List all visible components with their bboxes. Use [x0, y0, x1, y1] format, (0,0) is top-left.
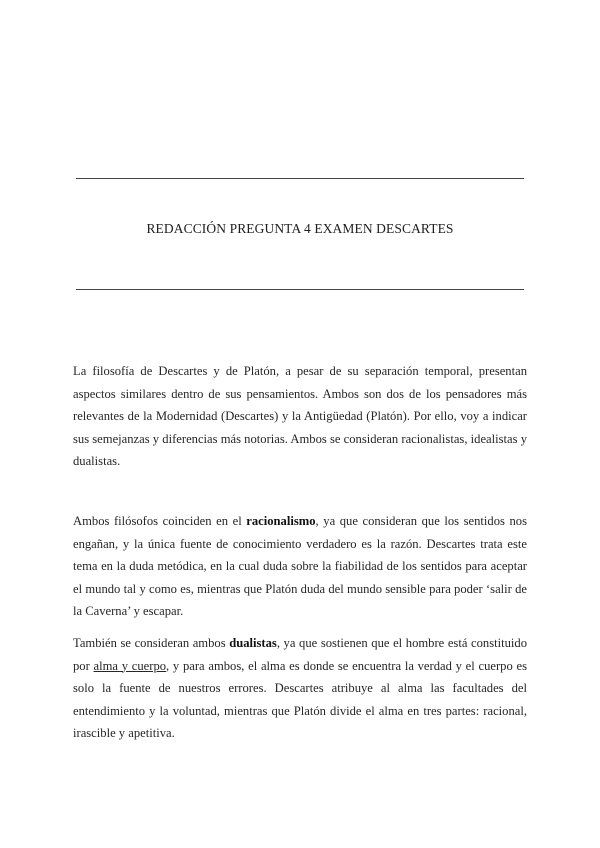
- paragraph-text-start: Ambos filósofos coinciden en el: [73, 514, 247, 528]
- bottom-divider: [76, 289, 524, 290]
- paragraph-introduction: [73, 360, 527, 473]
- paragraph-dualismo: [73, 632, 527, 745]
- paragraph-racionalismo: [73, 510, 527, 623]
- paragraph-text-start: También se consideran ambos: [73, 636, 230, 650]
- paragraph-text-end: , ya que consideran que los sentidos nos engañan, y la única fuente de conocimiento verdadero es la razón. Descartes trata este tema en la duda metódica, en la cual duda sobre la fiabilidad de los sentidos para aceptar el mundo tal y como es, mientras que Platón duda del mundo sensible para poder ‘salir de la Caverna’ y escapar.: [73, 514, 527, 619]
- document-title: REDACCIÓN PREGUNTA 4 EXAMEN DESCARTES: [146, 221, 454, 236]
- keyword-dualistas: dualistas: [229, 636, 277, 650]
- paragraph-text-end: , y para ambos, el alma es donde se encuentra la verdad y el cuerpo es solo la fuente de nuestros errores. Descartes atribuye al alma las facultades del entendimiento y la voluntad, mientras que Platón divide el alma en tres partes: racional, irascible y apetitiva.: [73, 658, 527, 741]
- top-divider: [76, 178, 524, 179]
- keyword-racionalismo: racionalismo: [246, 514, 316, 528]
- paragraph-text-middle: , ya que sostienen que el hombre está constituido por: [73, 636, 527, 673]
- underlined-alma-y-cuerpo: alma y cuerpo: [93, 658, 167, 673]
- paragraph-text: La filosofía de Descartes y de Platón, a pesar de su separación temporal, presentan aspectos similares dentro de sus pensamientos. Ambos son dos de los pensadores más relevantes de la Modernidad (Descartes) y la Antigüedad (Platón). Por ello, voy a indicar sus semejanzas y diferencias más notorias. Ambos se consideran racionalistas, idealistas y dualistas.: [73, 364, 527, 469]
